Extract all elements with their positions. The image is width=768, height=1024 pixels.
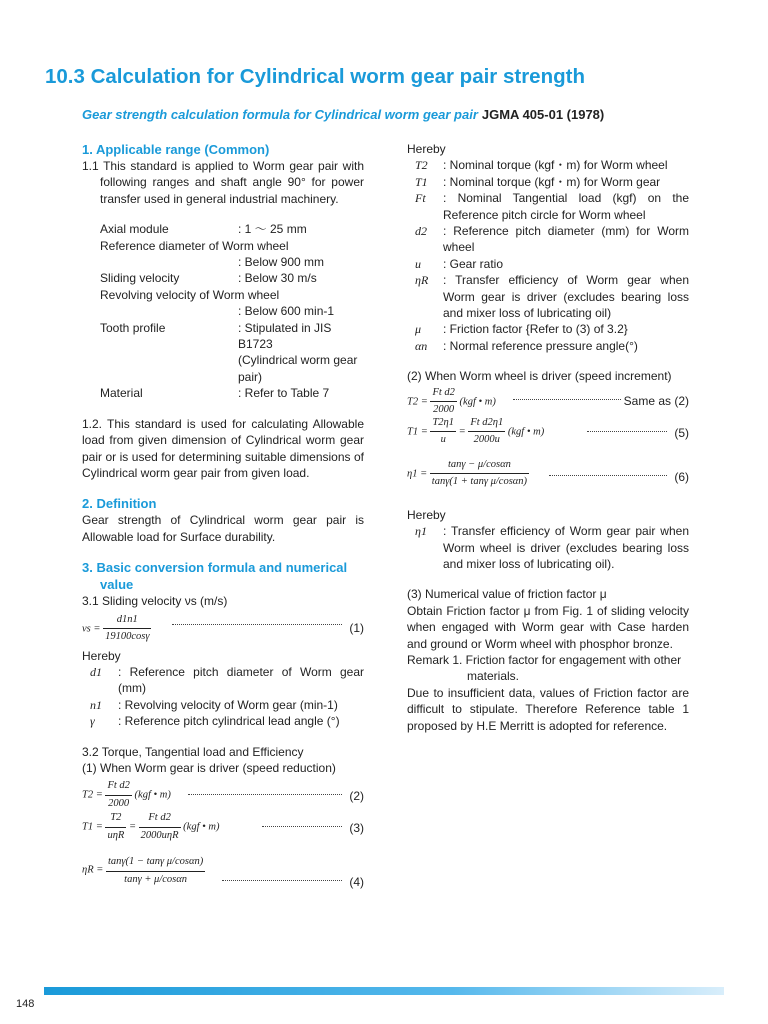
def-text: : Reference pitch diameter of Worm gear (mm) (118, 664, 364, 696)
def-text: : Reference pitch diameter (mm) for Worm wheel (443, 224, 689, 255)
def-symbol: T2 (415, 158, 428, 173)
f5a-lhs: T2 = (407, 396, 428, 407)
def-eta1-symbol: η1 (415, 524, 427, 539)
def-symbol: αn (415, 338, 428, 353)
f4-den: tanγ + μ/cosαn (124, 873, 188, 885)
f5-num1: T2η1 (430, 415, 456, 432)
f1-num: d1n1 (103, 612, 151, 629)
f3-unit: (kgf • m) (183, 821, 220, 833)
heading-basic-conversion: 3. Basic conversion formula and numerical value (82, 560, 348, 593)
f5-lhs: T1 = (407, 426, 428, 437)
defs-right (407, 157, 689, 354)
spec-value: : Stipulated in JIS B1723 (238, 320, 332, 352)
def-symbol: μ (415, 322, 422, 337)
spec-key: Revolving velocity of Worm wheel (100, 287, 280, 302)
f6-lhs: η1 = (407, 468, 428, 479)
f6-den: tanγ(1 + tanγ μ/cosαn) (431, 476, 528, 488)
def-text: : Reference pitch cylindrical lead angle (°) (118, 714, 340, 729)
f5a-number: Same as (2) (623, 393, 689, 408)
f5-den2: 2000u (473, 434, 500, 446)
def-text: : Nominal torque (kgf・m) for Worm wheel (443, 158, 668, 173)
spec-key (100, 369, 238, 385)
para-3-1: 3.1 Sliding velocity νs (m/s) (82, 594, 228, 609)
spec-key: Sliding velocity (100, 271, 180, 286)
def-symbol: d1 (90, 664, 102, 679)
def-symbol: d2 (415, 224, 427, 239)
para-1-1: 1.1 This standard is applied to Worm gear pair with following ranges and shaft angle 90° for power transfer used in general industrial machinery. (82, 159, 364, 206)
f5-unit: (kgf • m) (507, 426, 545, 437)
spec-value: : Below 30 m/s (238, 271, 317, 286)
subtitle-text: Gear strength calculation formula for Cylindrical worm gear pair (82, 107, 478, 122)
f4-num: tanγ(1 − tanγ μ/cosαn) (106, 854, 205, 871)
def-eta1 (407, 523, 689, 572)
page-title: 10.3 Calculation for Cylindrical worm gear pair strength (45, 65, 585, 88)
heading-friction-factor: (3) Numerical value of friction factor μ (407, 587, 607, 602)
hereby-right-2: Hereby (407, 507, 446, 522)
defs-left (82, 664, 364, 730)
formula-2 (82, 776, 364, 810)
f5-number: (5) (674, 425, 689, 440)
formula-1 (82, 610, 364, 642)
formula-3: T1 = $\frac{T2}{\text{uηR}}$ = $\frac{\text{Ft d2}}{\text{2000uηR}}$ (kgf • m) (3) (82, 810, 364, 846)
f3-den1: uηR (107, 829, 125, 841)
def-symbol: Ft (415, 191, 426, 206)
f3-lhs: T1 = (82, 821, 103, 833)
spec-value: (Cylindrical worm gear (238, 353, 358, 368)
f2-lhs: T2 = (82, 789, 103, 801)
footer-bar (44, 987, 724, 995)
left-column (82, 141, 364, 902)
f4-number: (4) (349, 875, 364, 890)
hereby-left: Hereby (82, 648, 121, 663)
f2-unit: (kgf • m) (134, 789, 171, 801)
para-worm-wheel-driver: (2) When Worm wheel is driver (speed increment) (407, 369, 672, 384)
def-symbol: u (415, 256, 421, 271)
f5a-num: Ft d2 (430, 385, 456, 402)
f3-num1: T2 (105, 810, 126, 827)
spec-key: Tooth profile (100, 320, 166, 335)
f4-lhs: ηR = (82, 865, 104, 877)
spec-key (100, 254, 238, 270)
f1-number: (1) (349, 620, 364, 635)
spec-key (100, 303, 238, 319)
para-definition: Gear strength of Cylindrical worm gear pair is Allowable load for Surface durability. (82, 513, 364, 544)
spec-value: : Refer to Table 7 (238, 386, 330, 401)
spec-key (100, 352, 238, 368)
para-3-2-1: (1) When Worm gear is driver (speed reduction) (82, 760, 336, 775)
spec-list (82, 221, 364, 401)
f6-num: tanγ − μ/cosαn (430, 457, 529, 474)
def-text: : Normal reference pressure angle(°) (443, 338, 638, 353)
para-insufficient-data: Due to insufficient data, values of Friction factor are difficult to stipulate. Therefore Reference table 1 proposed by H.E Merritt is adopted for reference. (407, 685, 689, 733)
def-text: : Nominal Tangential load (kgf) on the Reference pitch circle for Worm wheel (443, 191, 689, 222)
heading-applicable-range: 1. Applicable range (Common) (82, 142, 270, 157)
f3-number: (3) (349, 821, 364, 836)
spec-key: Axial module (100, 222, 169, 237)
spec-key: Reference diameter of Worm wheel (100, 238, 289, 253)
f2-num: Ft d2 (105, 778, 131, 795)
def-text: : Revolving velocity of Worm gear (min-1) (118, 697, 338, 712)
f6-number: (6) (674, 469, 689, 484)
formula-5a (407, 385, 689, 415)
f1-den: 19100cosγ (105, 630, 150, 642)
def-eta1-text: : Transfer efficiency of Worm gear pair when Worm wheel is driver (excludes bearing loss and mixer loss of lubricating oil). (443, 524, 689, 571)
def-text: : Nominal torque (kgf・m) for Worm gear (443, 174, 661, 189)
page-number: 148 (16, 998, 35, 1010)
formula-4 (82, 846, 364, 902)
spec-value: : 1 ～ 25 mm (238, 222, 307, 237)
para-3-2: 3.2 Torque, Tangential load and Efficiency (82, 744, 304, 759)
para-1-2: 1.2. This standard is used for calculating Allowable load from given dimension of Cylindrical worm gear pair or is used for determining suitable dimensions of Cylindrical worm gear pair from given load. (82, 416, 364, 480)
f5-den1: u (440, 434, 446, 446)
spec-value: : Below 600 min-1 (238, 304, 335, 319)
def-text: : Gear ratio (443, 256, 504, 271)
para-friction-factor: Obtain Friction factor μ from Fig. 1 of sliding velocity when engaged with Worm gear with Case harden and ground or Worm wheel with phosphor bronze. (407, 603, 689, 651)
hereby-right: Hereby (407, 142, 446, 156)
f3-den2: 2000uηR (140, 829, 179, 841)
f1-lhs: νs = (82, 622, 101, 634)
def-symbol: n1 (90, 697, 102, 712)
formula-5: T1 = $\frac{T2\eta 1}{u}$ = $\frac{\text{Ft d2η1}}{2000u}$ (kgf • m) (5) (407, 415, 689, 451)
f2-den: 2000 (108, 797, 130, 809)
section-subtitle (82, 107, 604, 123)
standard-code: JGMA 405-01 (1978) (481, 107, 605, 122)
def-text: : Transfer efficiency of Worm gear when Worm gear is driver (excludes bearing loss and mixer loss of lubricating oil) (443, 273, 689, 321)
f5a-unit: (kgf • m) (459, 396, 496, 407)
f2-number: (2) (349, 789, 364, 804)
def-symbol: ηR (415, 273, 429, 288)
heading-definition: 2. Definition (82, 496, 157, 512)
def-symbol: T1 (415, 174, 428, 189)
def-text: : Friction factor {Refer to (3) of 3.2} (443, 322, 628, 337)
spec-value: : Below 900 mm (238, 255, 325, 270)
right-column (407, 141, 689, 734)
f5a-den: 2000 (433, 404, 455, 416)
formula-6 (407, 451, 689, 507)
para-remark: Remark 1. Friction factor for engagement with other materials. (407, 652, 682, 684)
f3-num2: Ft d2 (139, 810, 181, 827)
f5-num2: Ft d2η1 (468, 415, 505, 432)
spec-value: pair) (238, 369, 263, 384)
def-symbol: γ (90, 714, 95, 729)
spec-key: Material (100, 386, 143, 401)
